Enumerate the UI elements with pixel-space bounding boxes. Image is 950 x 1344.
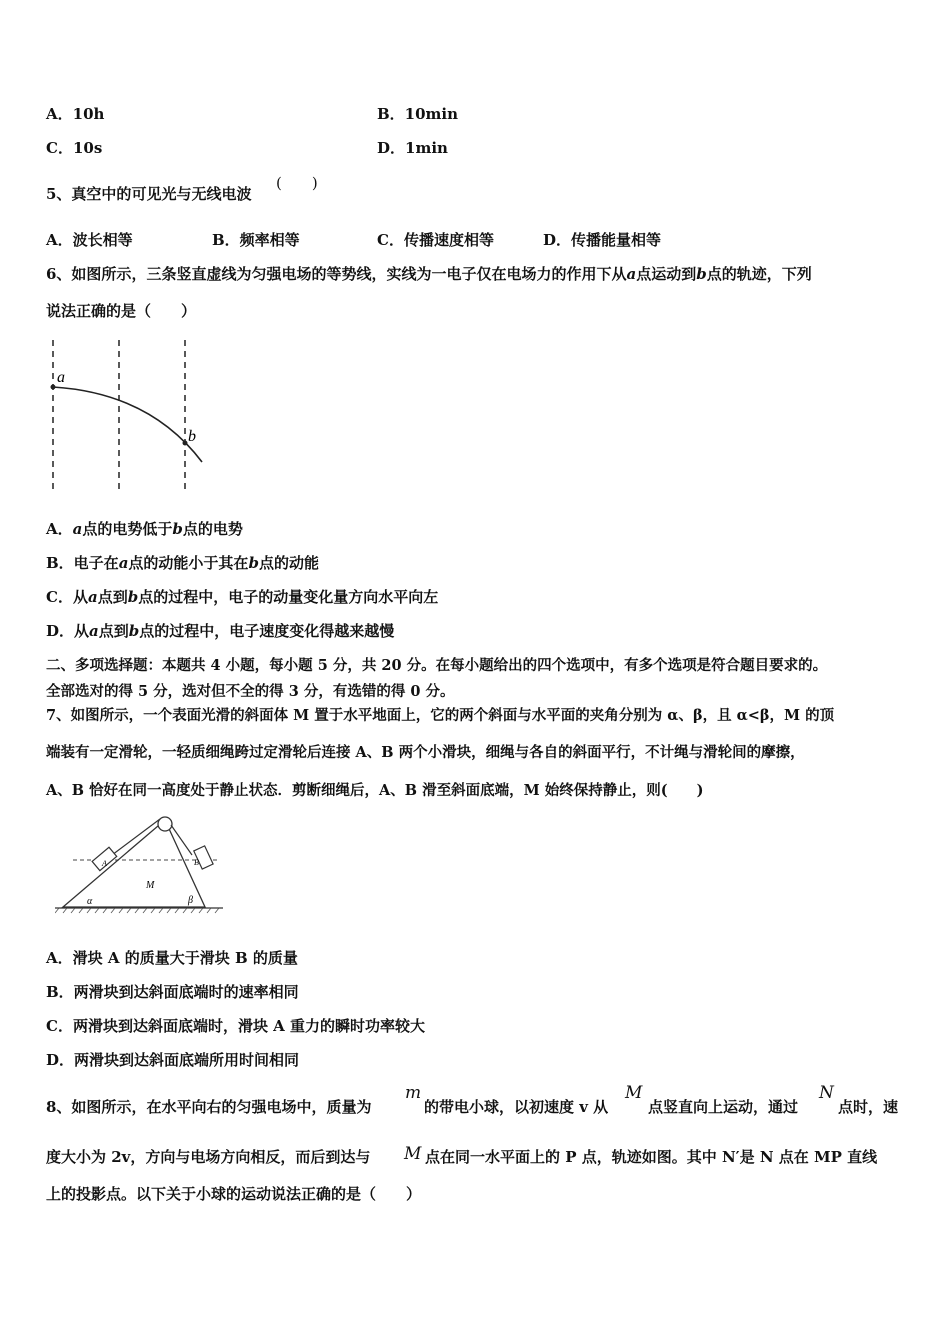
- q8-stem-line1d: 点时，速: [838, 1098, 899, 1116]
- pulley-icon: [158, 817, 172, 831]
- section2-line1: 二、多项选择题：本题共 4 小题，每小题 5 分，共 20 分。在每小题给出的四个选项中，有多个选项是符合题目要求的。: [46, 657, 828, 674]
- q4-option-c: C．10s: [46, 139, 103, 157]
- q6-option-d: D．从a点到b点的过程中，电子速度变化得越来越慢: [46, 622, 395, 640]
- incline-body: [63, 820, 205, 907]
- q8-stem-line2b: 点在同一水平面上的 P 点，轨迹如图。其中 N′是 N 点在 MP 直线: [425, 1148, 878, 1166]
- label-beta: β: [188, 895, 193, 906]
- q5-option-d: D．传播能量相等: [543, 231, 662, 249]
- q6-field-figure: [40, 335, 220, 495]
- label-block-b: B: [194, 858, 199, 867]
- q7-stem-line1: 7、如图所示，一个表面光滑的斜面体 M 置于水平地面上，它的两个斜面与水平面的夹角分别为 α、β，且 α<β，M 的顶: [46, 707, 835, 724]
- q8-var-M: M: [625, 1083, 643, 1103]
- q8-stem-line3: 上的投影点。以下关于小球的运动说法正确的是（ ）: [46, 1185, 422, 1203]
- label-b: b: [188, 428, 196, 445]
- q7-option-d: D．两滑块到达斜面底端所用时间相同: [46, 1051, 300, 1069]
- q7-option-a: A．滑块 A 的质量大于滑块 B 的质量: [46, 949, 298, 967]
- q8-var-M2: M: [404, 1144, 422, 1164]
- point-b: [183, 441, 188, 446]
- q6-option-c: C．从a点到b点的过程中，电子的动量变化量方向水平向左: [46, 588, 439, 606]
- q8-stem-line1b: 的带电小球，以初速度 v 从: [424, 1098, 609, 1116]
- q7-incline-figure: [55, 810, 230, 915]
- q8-var-m: m: [405, 1083, 422, 1103]
- q8-stem-line1: 8、如图所示，在水平向右的匀强电场中，质量为: [46, 1098, 372, 1116]
- point-a: [51, 385, 56, 390]
- q7-option-c: C．两滑块到达斜面底端时，滑块 A 重力的瞬时功率较大: [46, 1017, 426, 1035]
- label-block-a: A: [102, 859, 107, 868]
- q4-option-d: D．1min: [377, 139, 448, 157]
- q6-option-b: B．电子在a点的动能小于其在b点的动能: [46, 554, 319, 572]
- label-alpha: α: [87, 896, 93, 907]
- rope-left: [112, 819, 160, 855]
- electron-trajectory: [53, 387, 202, 462]
- q8-stem-line1c: 点竖直向上运动，通过: [648, 1098, 799, 1116]
- q5-paren: ( ): [276, 174, 318, 192]
- q6-option-a: A．a点的电势低于b点的电势: [46, 520, 243, 538]
- q5-option-c: C．传播速度相等: [377, 231, 494, 249]
- q5-option-b: B．频率相等: [212, 231, 300, 249]
- ground-hatching: [55, 908, 219, 913]
- q7-stem-line2: 端装有一定滑轮，一轻质细绳跨过定滑轮后连接 A、B 两个小滑块，细绳与各自的斜面平行，不计绳与滑轮间的摩擦，: [46, 744, 805, 761]
- q4-option-a: A．10h: [46, 105, 105, 123]
- q5-option-a: A．波长相等: [46, 231, 133, 249]
- q4-option-b: B．10min: [377, 105, 459, 123]
- section2-line2: 全部选对的得 5 分，选对但不全的得 3 分，有选错的得 0 分。: [46, 683, 455, 700]
- q7-stem-line3: A、B 恰好在同一高度处于静止状态．剪断细绳后，A、B 滑至斜面底端，M 始终保持静止，则( ): [46, 782, 704, 799]
- q7-option-b: B．两滑块到达斜面底端时的速率相同: [46, 983, 299, 1001]
- q8-var-N: N: [819, 1083, 834, 1103]
- label-a: a: [57, 369, 65, 386]
- q5-stem: 5、真空中的可见光与无线电波: [46, 185, 252, 203]
- q8-stem-line2a: 度大小为 2v，方向与电场方向相反，而后到达与: [46, 1148, 371, 1166]
- q6-stem-line2: 说法正确的是（ ）: [46, 302, 197, 320]
- q6-stem-line1: 6、如图所示，三条竖直虚线为匀强电场的等势线，实线为一电子仅在电场力的作用下从a点运动到b点的轨迹，下列: [46, 265, 812, 283]
- label-m: M: [146, 880, 155, 891]
